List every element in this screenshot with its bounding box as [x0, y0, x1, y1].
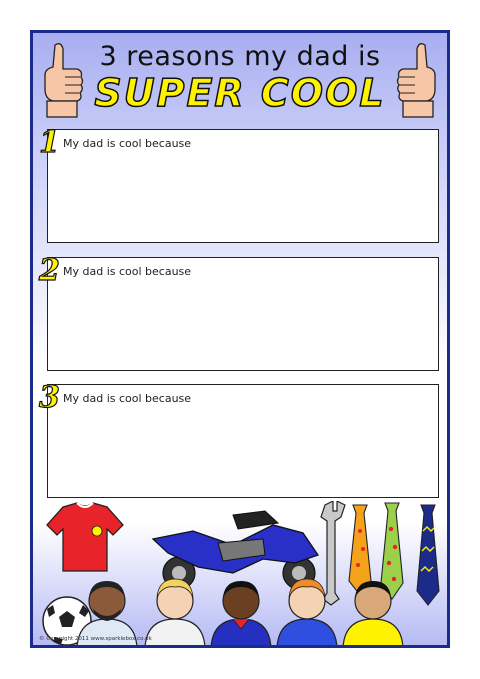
illustration-strip: [33, 501, 447, 647]
reason-prompt: My dad is cool because: [63, 265, 192, 278]
reason-prompt: My dad is cool because: [63, 392, 192, 405]
reason-number: 3: [39, 380, 60, 415]
worksheet-title: 3 reasons my dad is: [99, 41, 381, 72]
dad-figure-icon: [211, 581, 271, 647]
football-shirt-icon: [47, 503, 123, 571]
reason-prompt: My dad is cool because: [63, 137, 192, 150]
reason-number: 1: [39, 125, 60, 160]
reason-number: 2: [39, 253, 60, 288]
motorbike-icon: [153, 511, 318, 589]
worksheet-page: [30, 30, 450, 648]
worksheet-subtitle: SUPER COOL: [94, 71, 386, 115]
spanner-icon: [321, 501, 345, 605]
reason-section-3: [39, 380, 439, 502]
reason-section-1: [39, 125, 439, 247]
dad-figure-icon: [145, 579, 205, 647]
copyright-notice: © Copyright 2011 www.sparklebox.co.uk: [39, 636, 152, 642]
reason-section-2: [39, 253, 439, 375]
